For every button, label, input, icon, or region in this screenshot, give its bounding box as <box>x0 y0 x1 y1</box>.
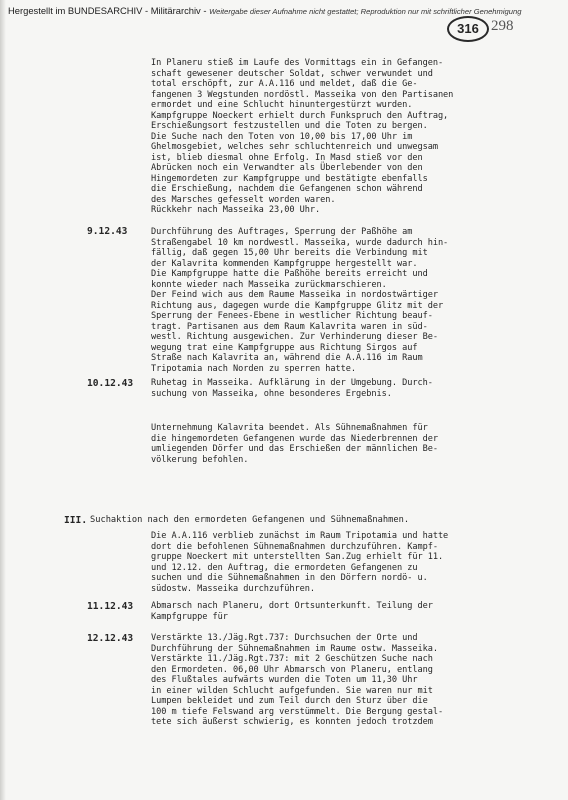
paragraph-1: In Planeru stieß im Laufe des Vormittags ein in Gefangen- schaft gewesener deutscher Soldat, schwer verwundet und total erschöpft, zur A.A.116 und meldet, daß die Ge- fangenen 3 Wegstunden nordöstl. Masseika von den Partisanen ermordet und eine Schlucht hinuntergestürzt wurden. Kampfgruppe Noeckert erhielt durch Funkspruch den Auftrag, Erschießungsort festzustellen und die Toten zu bergen. Die Suche nach den Toten von 10,00 bis 17,00 Uhr im Ghelmosgebiet, welches sehr schluchtenreich und unwegsam ist, blieb diesmal ohne Erfolg. In Masd stieß vor den Abrücken noch ein Verwandter als Überlebender von den Hingemordeten zur Kampfgruppe und bestätigte ebenfalls die Erschießung, nachdem die Gefangenen schon während des Marsches gefesselt worden waren. Rückkehr nach Masseika 23,00 Uhr. <box>151 58 454 215</box>
section-numeral: III. <box>64 515 88 526</box>
entry-text: Ruhetag in Masseika. Aufklärung in der Umgebung. Durch- suchung von Masseika, ohne besonderes Ergebnis. <box>151 378 433 399</box>
scan-edge <box>0 0 6 800</box>
entry-text: Abmarsch nach Planeru, dort Ortsunterkunft. Teilung der Kampfgruppe für <box>151 601 433 622</box>
archive-header <box>8 5 521 16</box>
archive-name: Hergestellt im BUNDESARCHIV - Militärarchiv - <box>8 5 207 16</box>
pencil-page-number: 298 <box>491 18 514 34</box>
entry-text: Verstärkte 13./Jäg.Rgt.737: Durchsuchen der Orte und Durchführung der Sühnemaßnahmen im Raume ostw. Masseika. Verstärkte 11./Jäg.Rgt.737: mit 2 Geschützen Suche nach den Ermordeten. 06,00 Uhr Abmarsch von Planeru, entlang des Flußtales aufwärts wurden die Toten um 11,30 Uhr in einer wilden Schlucht aufgefunden. Sie waren nur mit Lumpen bekleidet und zum Teil durch den Sturz über die 100 m tiefe Felswand arg verstümmelt. Die Bergung gestal- tete sich äußerst schwierig, es konnten jedoch trotzdem <box>151 633 444 727</box>
entry-date: 11.12.43 <box>87 601 134 612</box>
section-heading: Suchaktion nach den ermordeten Gefangenen und Sühnemaßnahmen. <box>90 515 410 525</box>
paragraph-2: Unternehmung Kalavrita beendet. Als Sühnemaßnahmen für die hingemordeten Gefangenen wurde das Niederbrennen der umliegenden Dörfer und das Erschießen der männlichen Be- völkerung befohlen. <box>151 423 438 465</box>
section-intro: Die A.A.116 verblieb zunächst im Raum Tripotamia und hatte dort die befohlenen Sühnemaßnahmen durchzuführen. Kampf- gruppe Noeckert mit unterstellten San.Zug erhielt für 11. und 12.12. den Auftrag, die ermordeten Gefangenen zu suchen und die Sühnemaßnahmen in den Dörfern nordö- u. südostw. Masseika durchzuführen. <box>151 531 449 594</box>
reproduction-notice: Weitergabe dieser Aufnahme nicht gestattet; Reproduktion nur mit schriftlicher Genehmigung <box>209 7 522 16</box>
entry-date: 9.12.43 <box>87 226 128 237</box>
entry-date: 12.12.43 <box>87 633 134 644</box>
entry-text: Durchführung des Auftrages, Sperrung der Paßhöhe am Straßengabel 10 km nordwestl. Masseika, wurde dadurch hin- fällig, daß gegen 15,00 Uhr bereits die Verbindung mit der Kalavrita kommenden Kampfgruppe hergestellt war. Die Kampfgruppe hatte die Paßhöhe bereits erreicht und konnte wieder nach Masseika zurückmarschieren. Der Feind wich aus dem Raume Masseika in nordostwärtiger Richtung aus, dagegen wurde die Kampfgruppe Glitz mit der Sperrung der Fenees-Ebene in westlicher Richtung beauf- tragt. Partisanen aus dem Raum Kalavrita waren in süd- westl. Richtung ausgewichen. Zur Verhinderung dieser Be- wegung trat eine Kampfgruppe aus Richtung Sirgos auf Straße nach Kalavrita an, während die A.A.116 im Raum Tripotamia nach Norden zu sperren hatte. <box>151 227 449 374</box>
entry-date: 10.12.43 <box>87 378 134 389</box>
page-number-stamp: 316 <box>447 16 489 42</box>
